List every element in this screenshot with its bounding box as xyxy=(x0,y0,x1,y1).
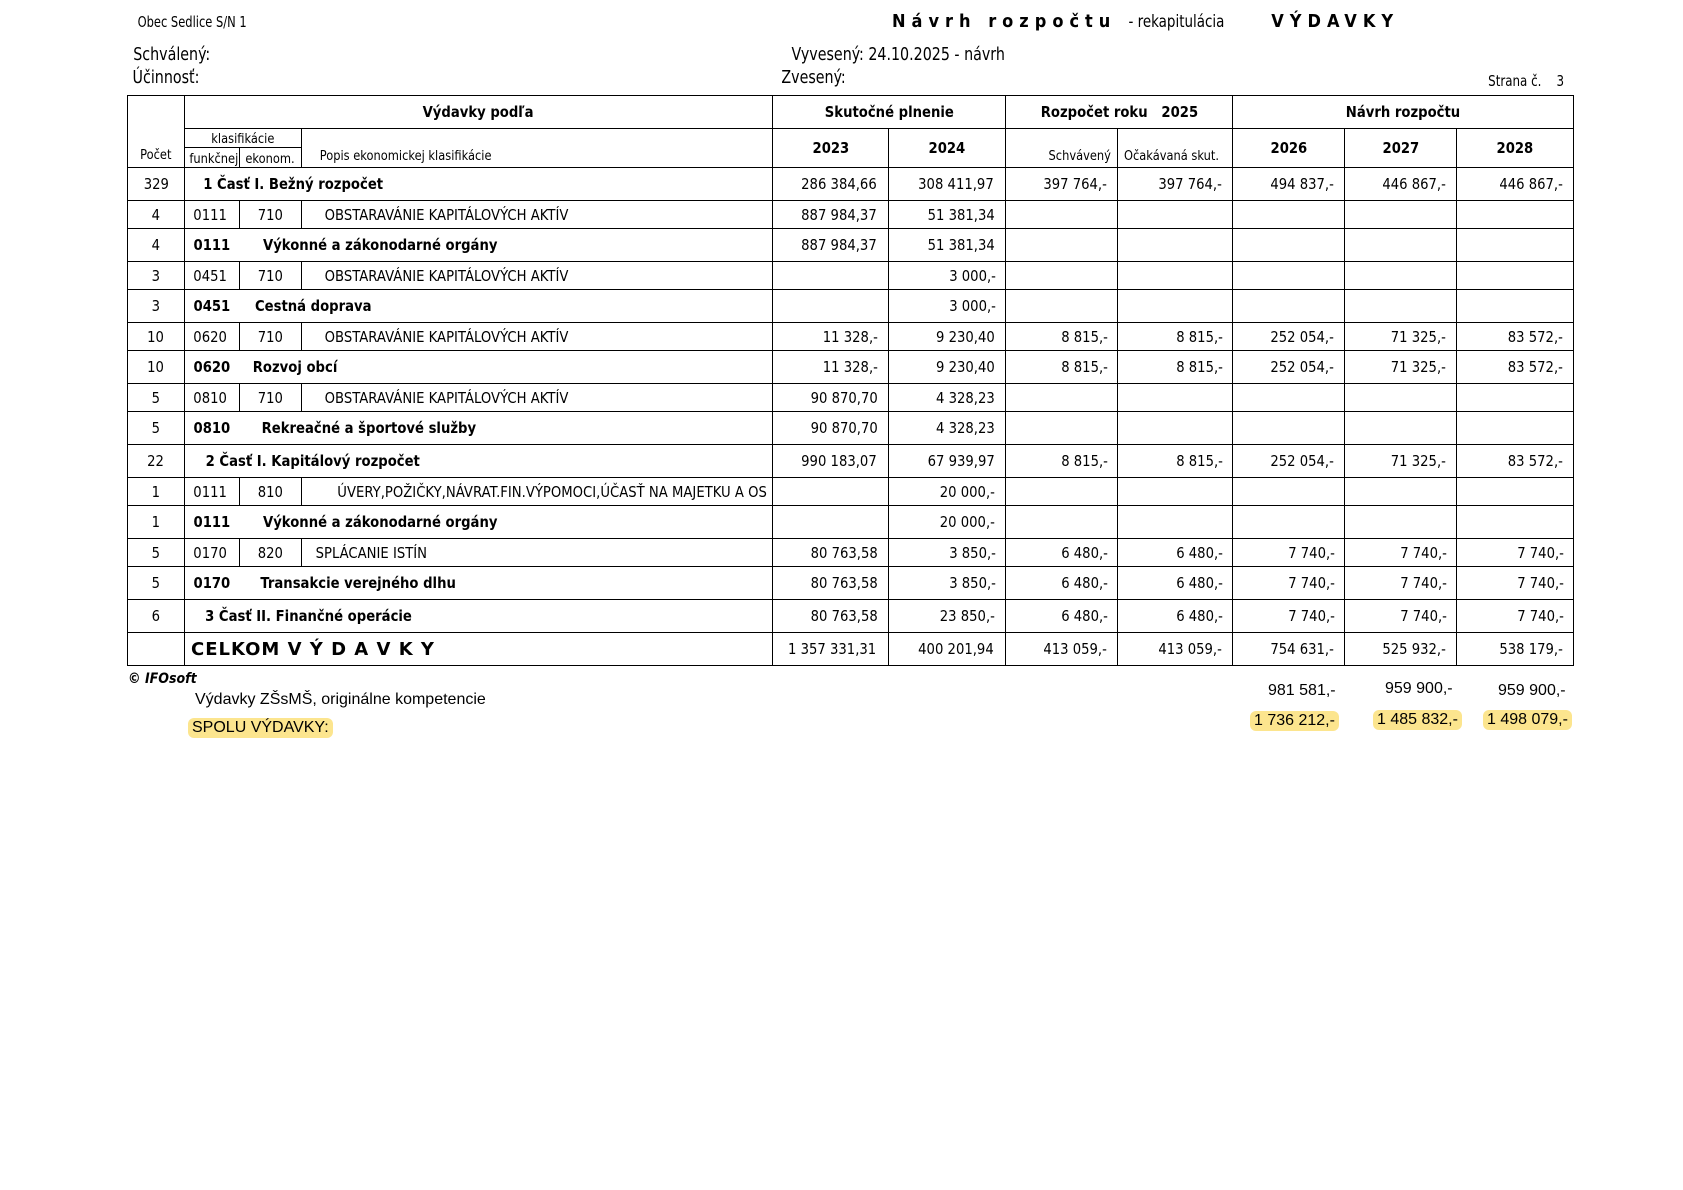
item-row xyxy=(128,384,1574,412)
row-count: 4 xyxy=(128,201,185,229)
school-expenses-2026: 981 581,- xyxy=(1268,682,1336,699)
page-number xyxy=(1488,72,1564,90)
budget-table xyxy=(127,95,1574,666)
row-v2023: 80 763,58 xyxy=(773,567,889,600)
row-code: 0451 xyxy=(193,297,231,315)
row-v2027: 7 740,- xyxy=(1345,600,1457,633)
row-v2024: 20 000,- xyxy=(889,478,1006,506)
row-approved: 6 480,- xyxy=(1006,600,1118,633)
row-count: 5 xyxy=(128,384,185,412)
row-count: 5 xyxy=(128,567,185,600)
col-2028: 2028 xyxy=(1457,129,1574,168)
row-description xyxy=(185,506,773,539)
row-description: SPLÁCANIE ISTÍN xyxy=(302,539,773,567)
row-v2028 xyxy=(1457,262,1574,290)
total-2024: 400 201,94 xyxy=(889,633,1006,666)
row-expected xyxy=(1118,290,1233,323)
row-v2026 xyxy=(1233,290,1345,323)
col-functional: funkčnej xyxy=(185,148,240,168)
row-expected: 6 480,- xyxy=(1118,539,1233,567)
row-description xyxy=(185,600,773,633)
row-v2023: 80 763,58 xyxy=(773,600,889,633)
row-count: 3 xyxy=(128,262,185,290)
summary-row xyxy=(128,506,1574,539)
row-functional-code: 0170 xyxy=(185,539,240,567)
row-description xyxy=(185,351,773,384)
row-v2024: 3 000,- xyxy=(889,290,1006,323)
row-code: 0810 xyxy=(193,419,231,437)
row-v2023 xyxy=(773,478,889,506)
title-sub: - rekapitulácia xyxy=(1128,12,1225,32)
effective-label: Účinnosť: xyxy=(132,67,200,88)
row-economic-code: 820 xyxy=(240,539,302,567)
summary-row xyxy=(128,351,1574,384)
row-expected: 8 815,- xyxy=(1118,323,1233,351)
row-v2026 xyxy=(1233,412,1345,445)
item-row xyxy=(128,539,1574,567)
row-expected xyxy=(1118,229,1233,262)
summary-row xyxy=(128,229,1574,262)
row-approved: 8 815,- xyxy=(1006,323,1118,351)
item-row xyxy=(128,201,1574,229)
row-v2028 xyxy=(1457,229,1574,262)
row-v2024: 3 850,- xyxy=(889,539,1006,567)
total-2028: 538 179,- xyxy=(1457,633,1574,666)
row-count: 4 xyxy=(128,229,185,262)
total-label: CELKOM V Ý D A V K Y xyxy=(185,633,773,666)
row-economic-code: 710 xyxy=(240,262,302,290)
row-v2024: 4 328,23 xyxy=(889,384,1006,412)
row-expected xyxy=(1118,478,1233,506)
summary-row xyxy=(128,600,1574,633)
col-approved: Schvávený xyxy=(1006,129,1118,168)
row-v2024: 3 000,- xyxy=(889,262,1006,290)
row-description xyxy=(185,290,773,323)
document-title xyxy=(892,11,1399,32)
row-description xyxy=(185,445,773,478)
row-count: 10 xyxy=(128,323,185,351)
total-row xyxy=(128,633,1574,666)
approved-label: Schválený: xyxy=(133,44,211,65)
row-economic-code: 710 xyxy=(240,201,302,229)
row-expected xyxy=(1118,506,1233,539)
row-count: 3 xyxy=(128,290,185,323)
row-approved: 8 815,- xyxy=(1006,351,1118,384)
row-v2028 xyxy=(1457,384,1574,412)
row-expected: 8 815,- xyxy=(1118,445,1233,478)
row-v2023: 990 183,07 xyxy=(773,445,889,478)
row-v2023: 11 328,- xyxy=(773,323,889,351)
row-v2028: 83 572,- xyxy=(1457,323,1574,351)
row-count: 6 xyxy=(128,600,185,633)
row-functional-code: 0451 xyxy=(185,262,240,290)
row-title: 3 Časť II. Finančné operácie xyxy=(205,607,412,625)
row-v2027 xyxy=(1345,290,1457,323)
row-title: Rekreačné a športové služby xyxy=(261,419,476,437)
school-expenses-label: Výdavky ZŠsMŠ, originálne kompetencie xyxy=(195,691,486,708)
row-code: 0111 xyxy=(193,236,231,254)
summary-row xyxy=(128,567,1574,600)
row-expected: 8 815,- xyxy=(1118,351,1233,384)
row-v2027: 7 740,- xyxy=(1345,567,1457,600)
row-count: 5 xyxy=(128,539,185,567)
row-title: 1 Časť I. Bežný rozpočet xyxy=(203,175,384,193)
row-v2024: 51 381,34 xyxy=(889,201,1006,229)
row-description: OBSTARAVÁNIE KAPITÁLOVÝCH AKTÍV xyxy=(302,384,773,412)
row-approved: 6 480,- xyxy=(1006,567,1118,600)
row-v2023: 887 984,37 xyxy=(773,201,889,229)
row-count: 1 xyxy=(128,478,185,506)
school-expenses-2027: 959 900,- xyxy=(1385,680,1453,697)
row-v2026: 7 740,- xyxy=(1233,600,1345,633)
total-2027: 525 932,- xyxy=(1345,633,1457,666)
col-2026: 2026 xyxy=(1233,129,1345,168)
col-count: Počet xyxy=(128,96,185,168)
row-expected xyxy=(1118,201,1233,229)
col-actual: Skutočné plnenie xyxy=(773,96,1006,129)
row-v2024: 67 939,97 xyxy=(889,445,1006,478)
row-v2023: 887 984,37 xyxy=(773,229,889,262)
row-title: Cestná doprava xyxy=(254,297,372,315)
total-2023: 1 357 331,31 xyxy=(773,633,889,666)
row-v2027 xyxy=(1345,506,1457,539)
row-v2023: 90 870,70 xyxy=(773,384,889,412)
row-v2027 xyxy=(1345,262,1457,290)
row-v2027 xyxy=(1345,478,1457,506)
row-approved xyxy=(1006,478,1118,506)
row-description: OBSTARAVÁNIE KAPITÁLOVÝCH AKTÍV xyxy=(302,262,773,290)
row-v2024: 4 328,23 xyxy=(889,412,1006,445)
row-v2026: 7 740,- xyxy=(1233,567,1345,600)
col-expected: Očakávaná skut. xyxy=(1118,129,1233,168)
col-classification: klasifikácie xyxy=(185,129,302,148)
row-v2028 xyxy=(1457,478,1574,506)
row-description xyxy=(185,567,773,600)
row-v2028: 83 572,- xyxy=(1457,445,1574,478)
total-2026: 754 631,- xyxy=(1233,633,1345,666)
row-v2023: 11 328,- xyxy=(773,351,889,384)
row-expected: 397 764,- xyxy=(1118,168,1233,201)
row-v2028 xyxy=(1457,506,1574,539)
row-count: 5 xyxy=(128,412,185,445)
col-expenses-by: Výdavky podľa xyxy=(185,96,773,129)
row-approved: 6 480,- xyxy=(1006,539,1118,567)
row-v2028: 7 740,- xyxy=(1457,600,1574,633)
row-v2023 xyxy=(773,262,889,290)
col-economic: ekonom. xyxy=(240,148,302,168)
row-v2027: 71 325,- xyxy=(1345,445,1457,478)
row-expected: 6 480,- xyxy=(1118,600,1233,633)
row-v2023: 286 384,66 xyxy=(773,168,889,201)
removed-label: Zvesený: xyxy=(781,67,846,88)
row-economic-code: 810 xyxy=(240,478,302,506)
row-functional-code: 0111 xyxy=(185,201,240,229)
row-approved xyxy=(1006,384,1118,412)
col-2027: 2027 xyxy=(1345,129,1457,168)
row-approved xyxy=(1006,506,1118,539)
summary-row xyxy=(128,290,1574,323)
row-v2026 xyxy=(1233,506,1345,539)
summary-row xyxy=(128,412,1574,445)
row-v2024: 9 230,40 xyxy=(889,323,1006,351)
row-v2027 xyxy=(1345,384,1457,412)
row-v2028: 7 740,- xyxy=(1457,567,1574,600)
row-v2026 xyxy=(1233,262,1345,290)
col-2024: 2024 xyxy=(889,129,1006,168)
row-v2026 xyxy=(1233,478,1345,506)
total-approved: 413 059,- xyxy=(1006,633,1118,666)
row-description xyxy=(185,412,773,445)
col-2023: 2023 xyxy=(773,129,889,168)
row-title: Transakcie verejného dlhu xyxy=(260,574,456,592)
title-type: VÝDAVKY xyxy=(1271,11,1400,32)
row-v2023: 80 763,58 xyxy=(773,539,889,567)
row-v2026: 7 740,- xyxy=(1233,539,1345,567)
row-v2028: 7 740,- xyxy=(1457,539,1574,567)
row-v2027: 71 325,- xyxy=(1345,351,1457,384)
row-v2024: 308 411,97 xyxy=(889,168,1006,201)
row-expected xyxy=(1118,412,1233,445)
school-expenses-2028: 959 900,- xyxy=(1498,682,1566,699)
row-approved xyxy=(1006,262,1118,290)
row-v2023 xyxy=(773,290,889,323)
title-main: Návrh rozpočtu xyxy=(892,11,1117,32)
row-title: Výkonné a zákonodarné orgány xyxy=(262,513,498,531)
page-label: Strana č. xyxy=(1488,72,1542,90)
row-description xyxy=(185,168,773,201)
col-budget-year: Rozpočet roku 2025 xyxy=(1006,96,1233,129)
row-approved xyxy=(1006,412,1118,445)
row-count: 1 xyxy=(128,506,185,539)
row-approved: 397 764,- xyxy=(1006,168,1118,201)
grand-total-2027: 1 485 832,- xyxy=(1373,710,1462,730)
row-title: Rozvoj obcí xyxy=(252,358,338,376)
row-code: 0620 xyxy=(193,358,231,376)
col-proposal: Návrh rozpočtu xyxy=(1233,96,1574,129)
row-v2024: 23 850,- xyxy=(889,600,1006,633)
grand-total-label: SPOLU VÝDAVKY: xyxy=(188,718,333,738)
row-economic-code: 710 xyxy=(240,323,302,351)
row-count: 10 xyxy=(128,351,185,384)
row-description: OBSTARAVÁNIE KAPITÁLOVÝCH AKTÍV xyxy=(302,323,773,351)
row-functional-code: 0620 xyxy=(185,323,240,351)
row-approved: 8 815,- xyxy=(1006,445,1118,478)
item-row xyxy=(128,478,1574,506)
row-v2028 xyxy=(1457,201,1574,229)
row-v2027: 71 325,- xyxy=(1345,323,1457,351)
row-v2026 xyxy=(1233,384,1345,412)
col-description: Popis ekonomickej klasifikácie xyxy=(302,129,773,168)
row-v2028 xyxy=(1457,290,1574,323)
page-number-value: 3 xyxy=(1556,72,1565,90)
row-v2027: 7 740,- xyxy=(1345,539,1457,567)
organization-name: Obec Sedlice S/N 1 xyxy=(137,13,247,31)
row-approved xyxy=(1006,201,1118,229)
row-v2024: 51 381,34 xyxy=(889,229,1006,262)
row-description xyxy=(185,229,773,262)
grand-total-2028: 1 498 079,- xyxy=(1483,710,1572,730)
row-v2024: 20 000,- xyxy=(889,506,1006,539)
row-v2028: 83 572,- xyxy=(1457,351,1574,384)
row-title: Výkonné a zákonodarné orgány xyxy=(262,236,498,254)
row-v2026: 252 054,- xyxy=(1233,445,1345,478)
summary-row xyxy=(128,445,1574,478)
row-expected xyxy=(1118,384,1233,412)
row-approved xyxy=(1006,229,1118,262)
row-title: 2 Časť I. Kapitálový rozpočet xyxy=(205,452,420,470)
row-v2028: 446 867,- xyxy=(1457,168,1574,201)
item-row xyxy=(128,323,1574,351)
item-row xyxy=(128,262,1574,290)
row-v2023 xyxy=(773,506,889,539)
row-v2026: 252 054,- xyxy=(1233,323,1345,351)
row-description: ÚVERY,POŽIČKY,NÁVRAT.FIN.VÝPOMOCI,ÚČASŤ NA MAJETKU A OS xyxy=(302,478,773,506)
row-approved xyxy=(1006,290,1118,323)
summary-row xyxy=(128,168,1574,201)
row-description: OBSTARAVÁNIE KAPITÁLOVÝCH AKTÍV xyxy=(302,201,773,229)
row-code: 0170 xyxy=(193,574,231,592)
row-count: 329 xyxy=(128,168,185,201)
row-v2028 xyxy=(1457,412,1574,445)
row-v2026: 494 837,- xyxy=(1233,168,1345,201)
row-v2027 xyxy=(1345,412,1457,445)
grand-total-2026: 1 736 212,- xyxy=(1250,711,1339,731)
row-v2027 xyxy=(1345,201,1457,229)
row-functional-code: 0111 xyxy=(185,478,240,506)
posted-label: Vyvesený: 24.10.2025 - návrh xyxy=(791,44,1005,65)
row-expected: 6 480,- xyxy=(1118,567,1233,600)
copyright: © IFOsoft xyxy=(128,671,197,687)
row-v2027: 446 867,- xyxy=(1345,168,1457,201)
row-v2026 xyxy=(1233,201,1345,229)
row-code: 0111 xyxy=(193,513,231,531)
row-v2024: 3 850,- xyxy=(889,567,1006,600)
row-functional-code: 0810 xyxy=(185,384,240,412)
row-count: 22 xyxy=(128,445,185,478)
row-v2026 xyxy=(1233,229,1345,262)
row-v2023: 90 870,70 xyxy=(773,412,889,445)
row-v2026: 252 054,- xyxy=(1233,351,1345,384)
row-expected xyxy=(1118,262,1233,290)
row-v2024: 9 230,40 xyxy=(889,351,1006,384)
total-expected: 413 059,- xyxy=(1118,633,1233,666)
row-v2027 xyxy=(1345,229,1457,262)
row-economic-code: 710 xyxy=(240,384,302,412)
